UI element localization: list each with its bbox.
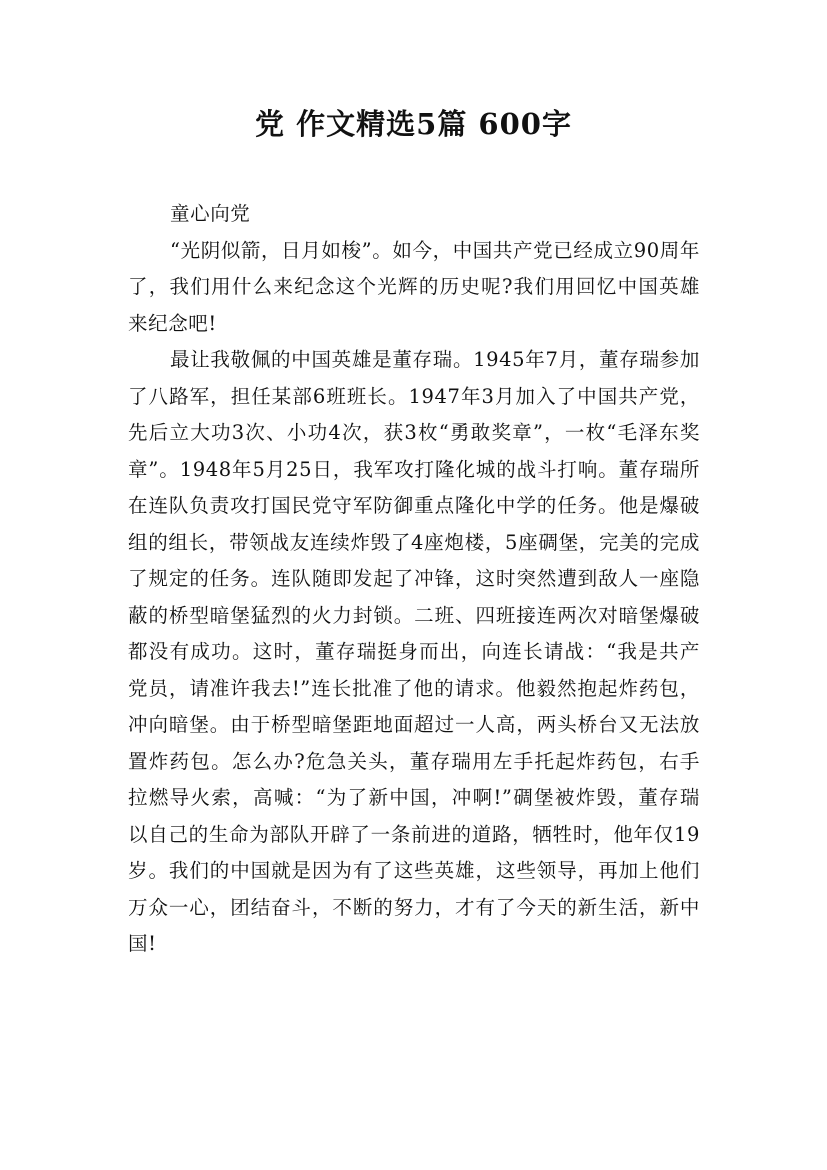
section-heading: 童心向党: [170, 202, 251, 225]
document-body: [128, 196, 700, 963]
document-title: 党 作文精选5篇 600字: [255, 107, 572, 141]
paragraph-intro: “光阴似箭，日月如梭”。如今，中国共产党已经成立90周年了，我们用什么来纪念这个光辉的历史呢?我们用回忆中国英雄来纪念吧!: [128, 238, 700, 335]
paragraph-hero-story: 最让我敬佩的中国英雄是董存瑞。1945年7月，董存瑞参加了八路军，担任某部6班班长。1947年3月加入了中国共产党，先后立大功3次、小功4次，获3枚“勇敢奖章”，一枚“毛泽东奖章”。1948年5月25日，我军攻打隆化城的战斗打响。董存瑞所在连队负责攻打国民党守军防御重点隆化中学的任务。他是爆破组的组长，带领战友连续炸毁了4座炮楼，5座碉堡，完美的完成了规定的任务。连队随即发起了冲锋，这时突然遭到敌人一座隐蔽的桥型暗堡猛烈的火力封锁。二班、四班接连两次对暗堡爆破都没有成功。这时，董存瑞挺身而出，向连长请战：“我是共产党员，请准许我去!”连长批准了他的请求。他毅然抱起炸药包，冲向暗堡。由于桥型暗堡距地面超过一人高，两头桥台又无法放置炸药包。怎么办?危急关头，董存瑞用左手托起炸药包，右手拉燃导火索，高喊：“为了新中国，冲啊!”碉堡被炸毁，董存瑞以自己的生命为部队开辟了一条前进的道路，牺牲时，他年仅19岁。我们的中国就是因为有了这些英雄，这些领导，再加上他们万众一心，团结奋斗，不断的努力，才有了今天的新生活，新中国!: [128, 348, 700, 955]
